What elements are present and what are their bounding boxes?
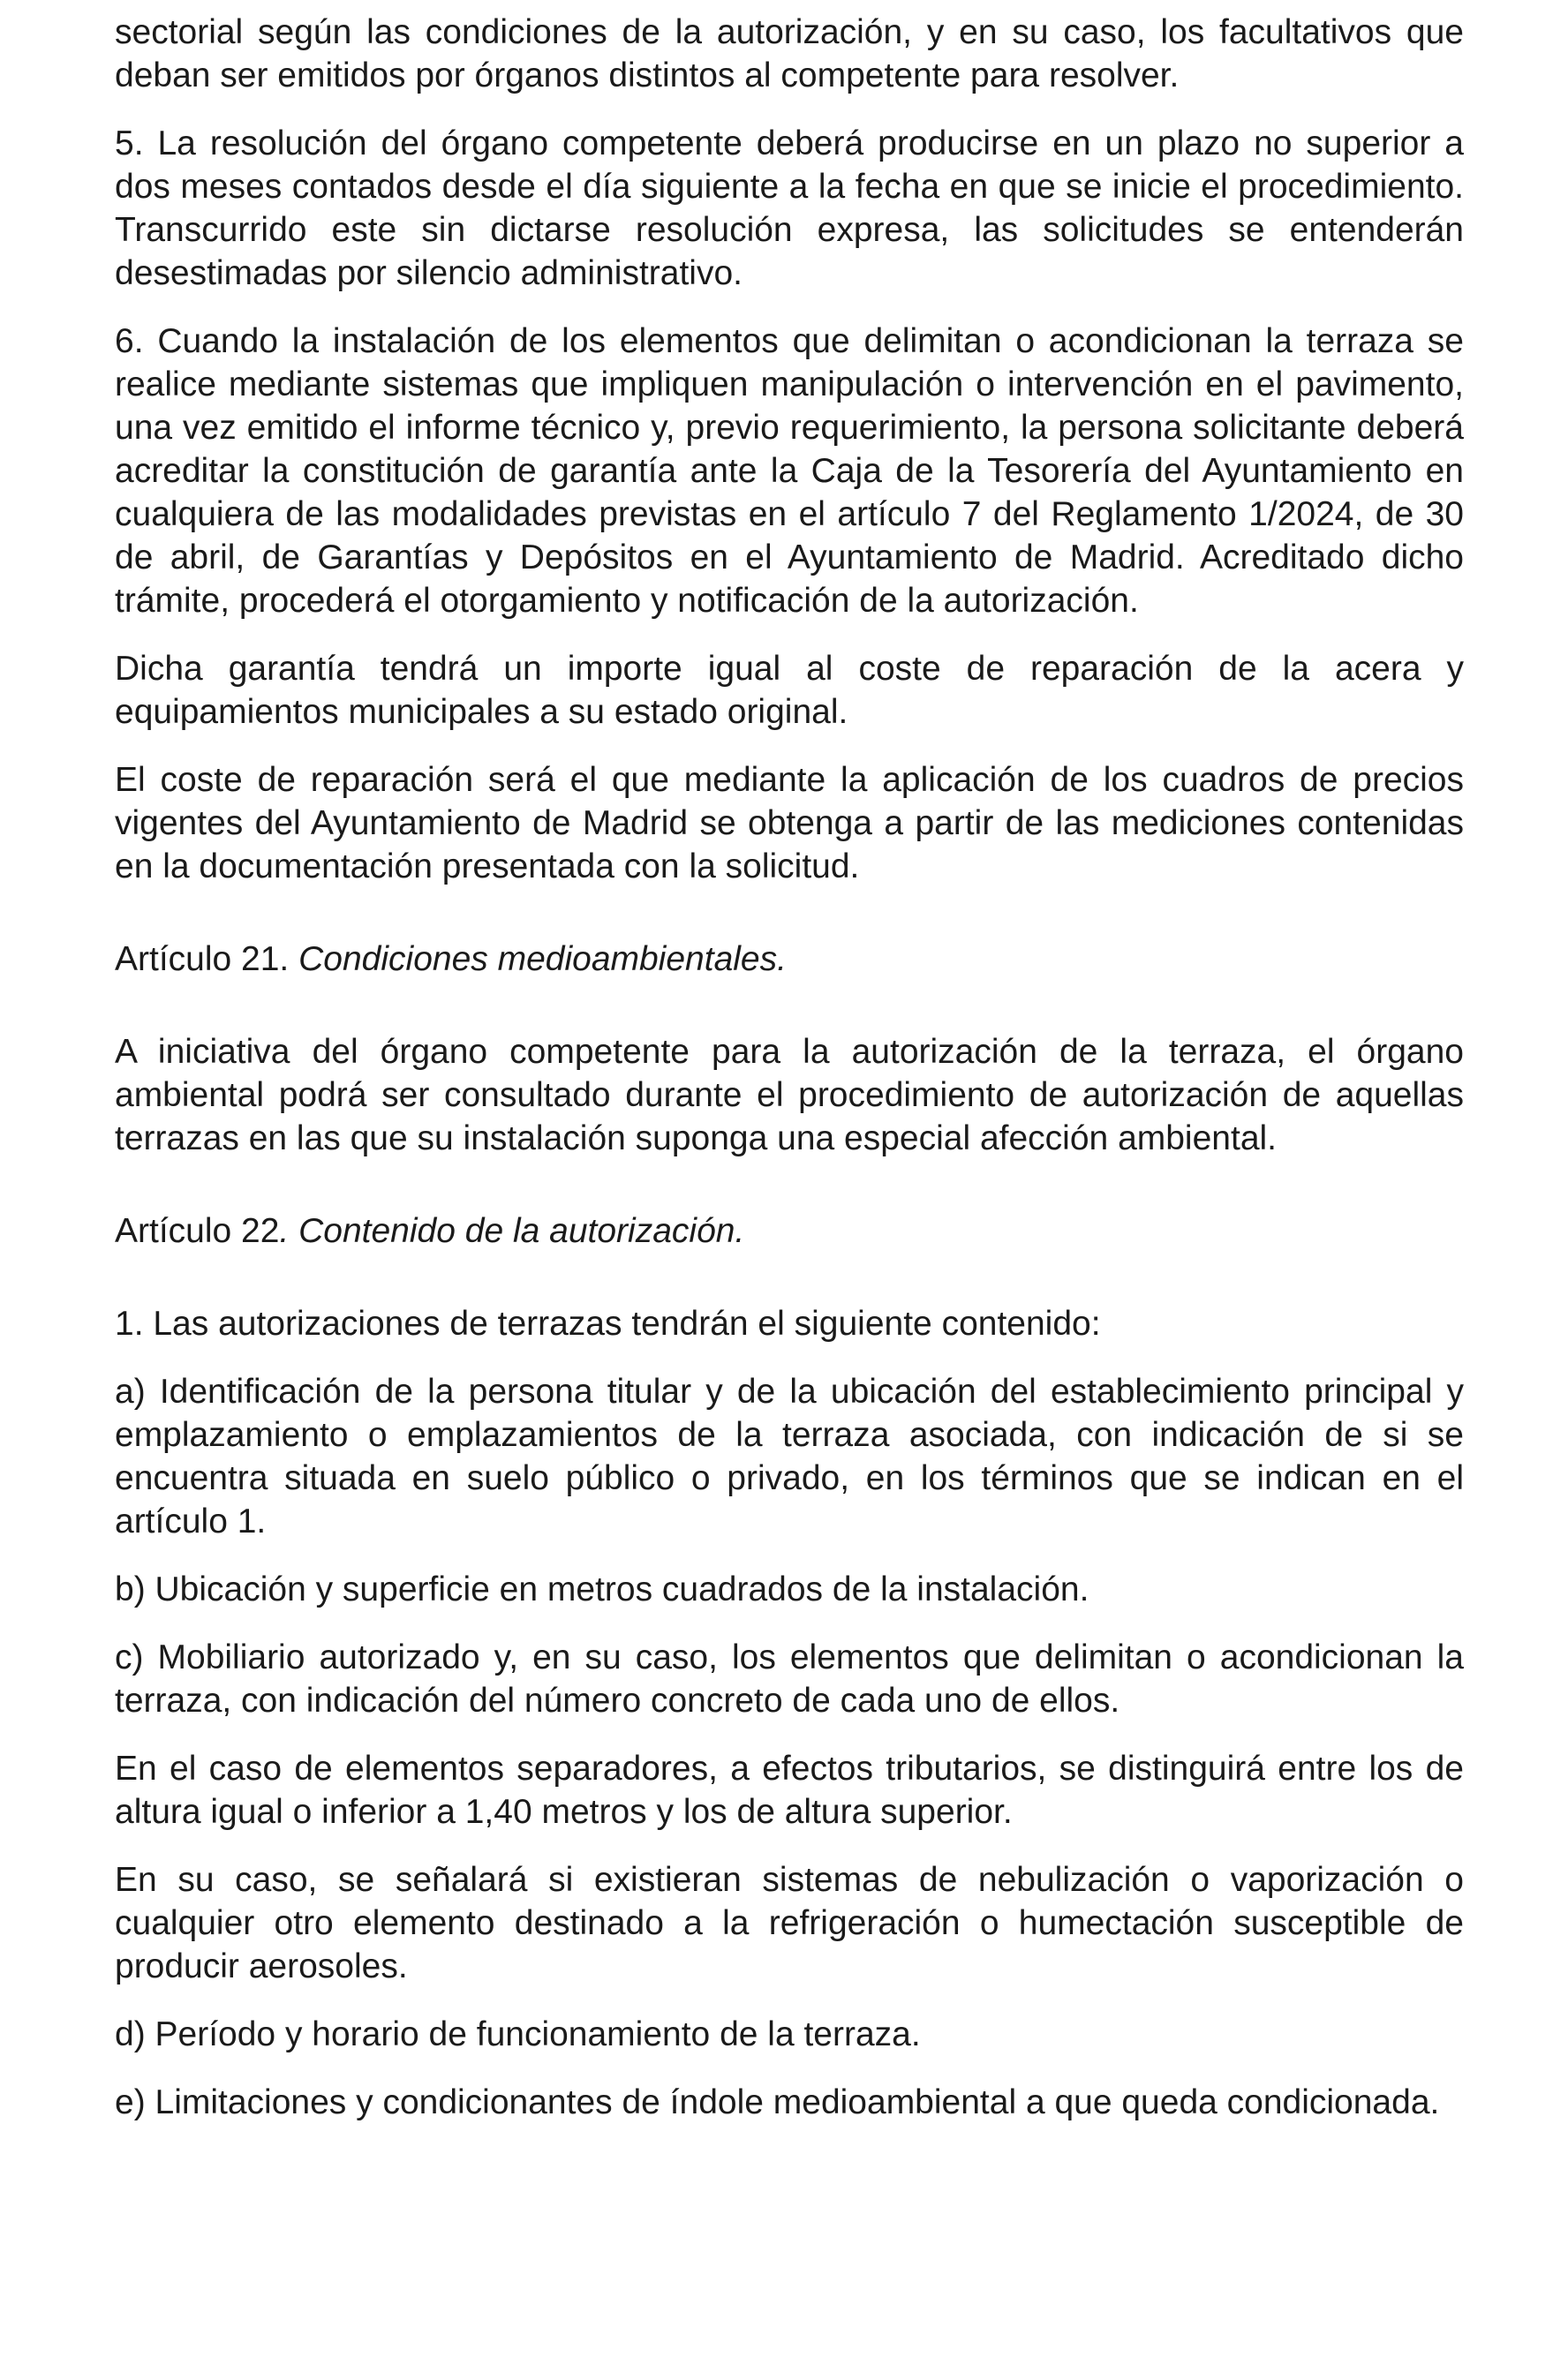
article-21-heading [115,938,1464,981]
list-item-d: d) Período y horario de funcionamiento de la terraza. [115,2015,921,2053]
list-item-b: b) Ubicación y superficie en metros cuadrados de la instalación. [115,1570,1089,1608]
list-item-e: e) Limitaciones y condicionantes de índole medioambiental a que queda condicionada. [115,2083,1440,2121]
article-22-title: . Contenido de la autorización. [279,1212,745,1250]
paragraph-nebulization: En su caso, se señalará si existieran sistemas de nebulización o vaporización o cualquier otro elemento destinado a la refrigeración o humectación susceptible de producir aerosoles. [115,1861,1464,1985]
document-page [115,11,1464,2124]
paragraph-repair-cost: El coste de reparación será el que mediante la aplicación de los cuadros de precios vigentes del Ayuntamiento de Madrid se obtenga a partir de las mediciones contenidas en la documentación presentada con la solicitud. [115,761,1464,885]
article-21-label: Artículo 21. [115,940,290,978]
paragraph-continuation: sectorial según las condiciones de la autorización, y en su caso, los facultativos que deban ser emitidos por órganos distintos al competente para resolver. [115,13,1464,94]
paragraph-guarantee-amount: Dicha garantía tendrá un importe igual al coste de reparación de la acera y equipamientos municipales a su estado original. [115,650,1464,731]
paragraph-separators: En el caso de elementos separadores, a efectos tributarios, se distinguirá entre los de altura igual o inferior a 1,40 metros y los de altura superior. [115,1750,1464,1831]
article-22-label: Artículo 22 [115,1212,280,1250]
paragraph-content-intro: 1. Las autorizaciones de terrazas tendrán el siguiente contenido: [115,1305,1101,1343]
list-item-c: c) Mobiliario autorizado y, en su caso, los elementos que delimitan o acondicionan la terraza, con indicación del número concreto de cada uno de ellos. [115,1638,1464,1720]
article-21-title: Condiciones medioambientales. [298,940,787,978]
paragraph-item-6: 6. Cuando la instalación de los elementos que delimitan o acondicionan la terraza se realice mediante sistemas que impliquen manipulación o intervención en el pavimento, una vez emitido el informe técnico y, previo requerimiento, la persona solicitante deberá acreditar la constitución de garantía ante la Caja de la Tesorería del Ayuntamiento en cualquiera de las modalidades previstas en el artículo 7 del Reglamento 1/2024, de 30 de abril, de Garantías y Depósitos en el Ayuntamiento de Madrid. Acreditado dicho trámite, procederá el otorgamiento y notificación de la autorización. [115,322,1464,620]
list-item-a: a) Identificación de la persona titular y de la ubicación del establecimiento principal y emplazamiento o emplazamientos de la terraza asociada, con indicación de si se encuentra situada en suelo público o privado, en los términos que se indican en el artículo 1. [115,1373,1464,1540]
paragraph-environmental-consultation: A iniciativa del órgano competente para la autorización de la terraza, el órgano ambiental podrá ser consultado durante el procedimiento de autorización de aquellas terrazas en las que su instalación suponga una especial afección ambiental. [115,1033,1464,1157]
article-22-heading [115,1209,1464,1253]
paragraph-item-5: 5. La resolución del órgano competente deberá producirse en un plazo no superior a dos meses contados desde el día siguiente a la fecha en que se inicie el procedimiento. Transcurrido este sin dictarse resolución expresa, las solicitudes se entenderán desestimadas por silencio administrativo. [115,124,1464,292]
